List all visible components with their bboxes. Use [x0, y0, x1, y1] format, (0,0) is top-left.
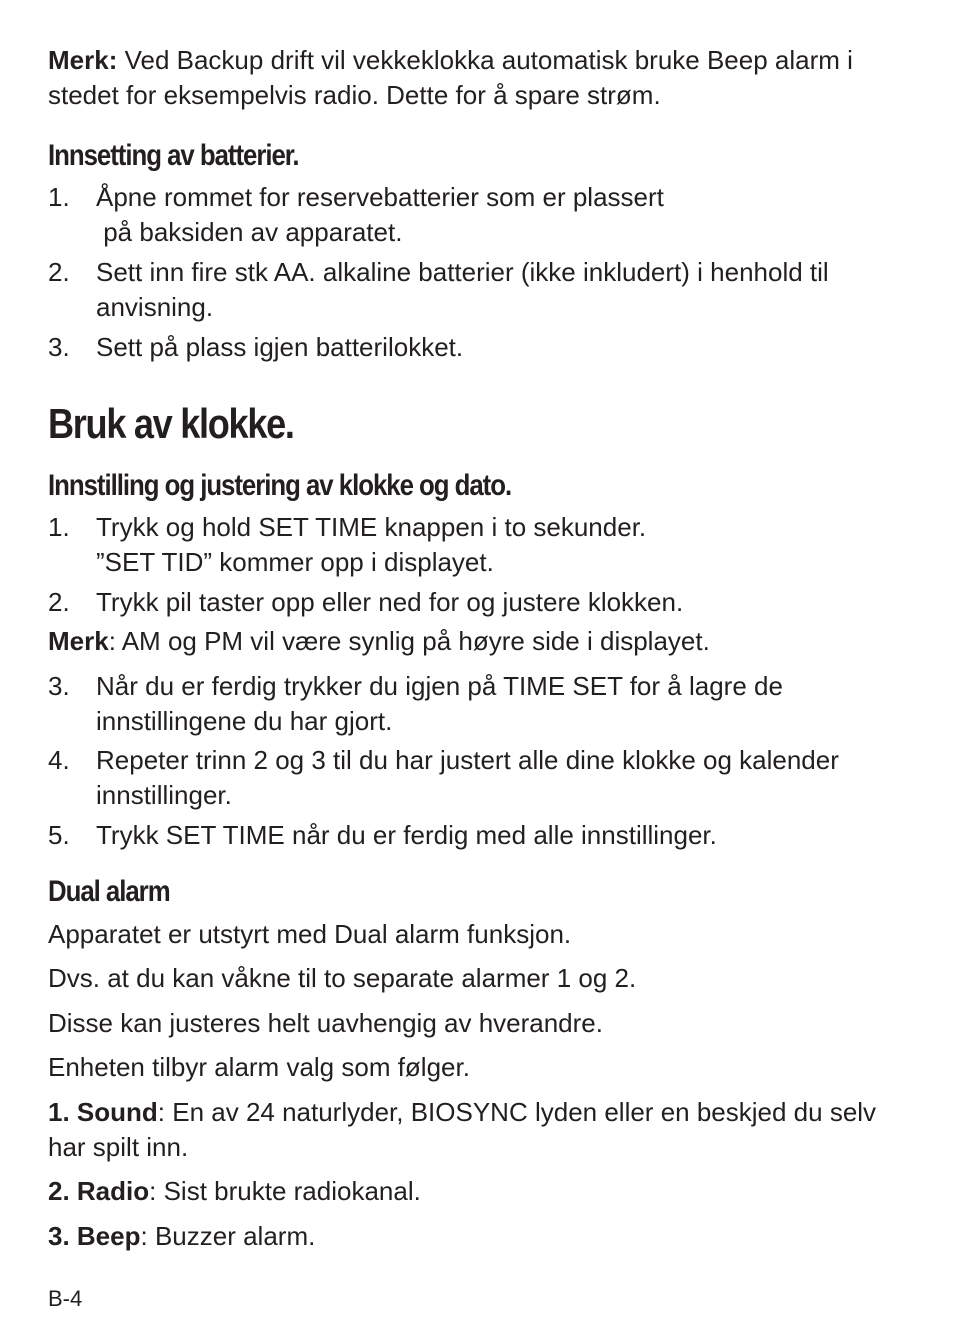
alarm-option-sound — [48, 1095, 876, 1130]
step-text: Trykk og hold SET TIME knappen i to sekunder. — [96, 512, 647, 542]
step-text: Åpne rommet for reservebatterier som er plassert — [96, 182, 664, 212]
option-text: : En av 24 naturlyder, BIOSYNC lyden eller en beskjed du selv — [157, 1097, 877, 1127]
paragraph: Disse kan justeres helt uavhengig av hverandre. — [48, 1008, 603, 1038]
alarm-option-radio — [48, 1174, 421, 1209]
note-text: : AM og PM vil være synlig på høyre side i displayet. — [108, 626, 710, 656]
paragraph: Enheten tilbyr alarm valg som følger. — [48, 1052, 470, 1082]
ampm-note — [48, 624, 710, 659]
step-number: 1. — [48, 182, 70, 212]
backup-note-line2: stedet for eksempelvis radio. Dette for å spare strøm. — [48, 80, 661, 110]
step-text: Sett inn fire stk AA. alkaline batterier (ikke inkludert) i henhold til — [96, 257, 829, 287]
step-text: Repeter trinn 2 og 3 til du har justert alle dine klokke og kalender — [96, 745, 839, 775]
paragraph: Apparatet er utstyrt med Dual alarm funksjon. — [48, 919, 572, 949]
step-number: 4. — [48, 745, 70, 775]
step-number: 3. — [48, 332, 70, 362]
page-title: Bruk av klokke. — [48, 400, 294, 447]
step-text: Sett på plass igjen batterilokket. — [96, 332, 464, 362]
option-label: 1. Sound — [48, 1097, 158, 1127]
option-text: : Buzzer alarm. — [140, 1221, 316, 1251]
step-text: på baksiden av apparatet. — [96, 217, 403, 247]
option-label: 2. Radio — [48, 1176, 150, 1206]
paragraph: Dvs. at du kan våkne til to separate alarmer 1 og 2. — [48, 963, 637, 993]
step-text: innstillingene du har gjort. — [96, 706, 393, 736]
step-number: 2. — [48, 257, 70, 287]
step-text: Trykk SET TIME når du er ferdig med alle innstillinger. — [96, 820, 717, 850]
step-number: 1. — [48, 512, 70, 542]
note-text: Ved Backup drift vil vekkeklokka automatisk bruke Beep alarm i — [117, 45, 853, 75]
backup-note — [48, 43, 853, 78]
alarm-option-sound-line2: har spilt inn. — [48, 1132, 189, 1162]
option-text: : Sist brukte radiokanal. — [149, 1176, 421, 1206]
section-heading-batteries: Innsetting av batterier. — [48, 139, 299, 172]
step-number: 2. — [48, 587, 70, 617]
step-text: Når du er ferdig trykker du igjen på TIME SET for å lagre de — [96, 671, 783, 701]
note-label: Merk: — [48, 45, 118, 75]
step-number: 5. — [48, 820, 70, 850]
step-text: ”SET TID” kommer opp i displayet. — [96, 547, 494, 577]
note-label: Merk — [48, 626, 109, 656]
section-heading-dual-alarm: Dual alarm — [48, 875, 170, 908]
step-text: anvisning. — [96, 292, 214, 322]
section-heading-clock-setting: Innstilling og justering av klokke og dato. — [48, 469, 512, 502]
step-text: Trykk pil taster opp eller ned for og justere klokken. — [96, 587, 684, 617]
page-number: B-4 — [48, 1286, 83, 1311]
alarm-option-beep — [48, 1219, 315, 1254]
step-text: innstillinger. — [96, 780, 232, 810]
option-label: 3. Beep — [48, 1221, 141, 1251]
step-number: 3. — [48, 671, 70, 701]
